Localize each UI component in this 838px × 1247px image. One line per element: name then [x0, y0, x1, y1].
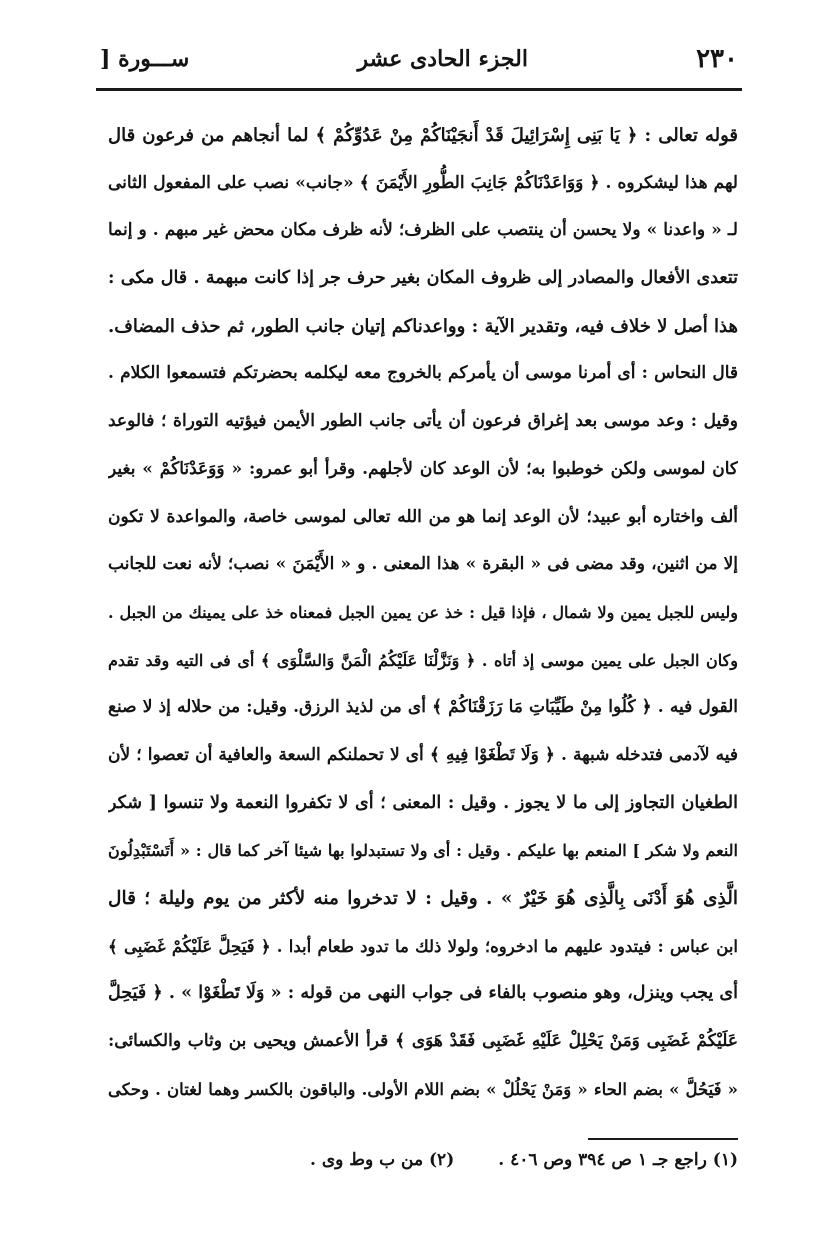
text-line: هذا أصل لا خلاف فيه، وتقدير الآية : وواعدناكم إتيان جانب الطور، ثم حذف المضاف.	[108, 315, 738, 337]
footnote-rule	[588, 1138, 738, 1140]
footnote: (٢) من ب وط وى .	[309, 1150, 455, 1170]
header-rule	[96, 88, 742, 91]
text-line: إلا من اثنين، وقد مضى فى « البقرة » هذا المعنى . و « الأَيْمَنَ » نصب؛ لأنه نعت للجانب	[108, 554, 738, 575]
text-line: كان لموسى ولكن خوطبوا به؛ لأن الوعد كان لأجلهم. وقرأ أبو عمرو: « وَوَعَدْنَاكُمْ » بغير	[108, 458, 738, 479]
text-line: فيه لآدمى فتدخله شبهة . ﴿ وَلَا تَطْغَوْا فِيهِ ﴾ أى لا تحملنكم السعة والعافية أن تعصوا ؛ لأن	[108, 744, 738, 765]
text-line: وليس للجبل يمين ولا شمال ، فإذا قيل : خذ عن يمين الجبل فمعناه خذ على يمينك من الجبل .	[108, 602, 738, 622]
footnotes	[108, 1150, 738, 1180]
text-line: عَلَيْكُمْ غَضَبِى وَمَنْ يَحْلِلْ عَلَيْهِ غَضَبِى فَقَدْ هَوَى ﴾ قرأ الأعمش ويحيى بن وثاب والكسائى:	[108, 1031, 738, 1052]
text-line: النعم ولا شكر ] المنعم بها عليكم . وقيل : أى ولا تستبدلوا بها شيئا آخر كما قال : « أَتَسْتَبْدِلُونَ	[108, 841, 738, 861]
text-line: ابن عباس : فيتدود عليهم ما ادخروه؛ ولولا ذلك ما تدود طعام أبدا . ﴿ فَيَحِلَّ عَلَيْكُمْ غَضَبِى ﴾	[108, 936, 738, 956]
body-text	[108, 112, 738, 1113]
text-line: لـ « واعدنا » ولا يحسن أن ينتصب على الظرف؛ لأنه ظرف مكان محض غير مبهم . و إنما	[108, 220, 738, 241]
text-line: الطغيان التجاوز إلى ما لا يجوز . وقيل : المعنى ؛ أى لا تكفروا النعمة ولا تنسوا [ شكر	[108, 792, 738, 813]
text-line: وقيل : وعد موسى بعد إغراق فرعون أن يأتى جانب الطور الأيمن فيؤتيه التوراة ؛ فالوعد	[108, 411, 738, 432]
text-line: الَّذِى هُوَ أَدْنَى بِالَّذِى هُوَ خَيْرٌ » . وقيل : لا تدخروا منه لأكثر من يوم وليلة ؛ قال	[108, 888, 738, 909]
text-line: تتعدى الأفعال والمصادر إلى ظروف المكان بغير حرف جر إذا كانت مبهمة . قال مكى :	[108, 268, 738, 289]
text-line: قوله تعالى : ﴿ يَا بَنِى إِسْرَائِيلَ قَدْ أَنجَيْنَاكُمْ مِنْ عَدُوِّكُمْ ﴾ لما أنجاهم من فرعون قال	[108, 125, 738, 146]
surah-title: ســـورة [	[100, 46, 190, 72]
page-header	[100, 34, 738, 84]
text-line: قال النحاس : أى أمرنا موسى أن يأمركم بالخروج معه ليكلمه بحضرتكم فتسمعوا الكلام .	[108, 363, 738, 384]
text-line: وكان الجبل على يمين موسى إذ أتاه . ﴿ وَنَزَّلْنَا عَلَيْكُمُ الْمَنَّ وَالسَّلْوَى ﴾ أى فى التيه وقد تقدم	[108, 650, 738, 670]
text-line: القول فيه . ﴿ كُلُوا مِنْ طَيِّبَاتِ مَا رَزَقْنَاكُمْ ﴾ أى من لذيذ الرزق. وقيل: من حلاله إذ لا صنع	[108, 697, 738, 718]
page-number: ٢٣٠	[696, 44, 738, 74]
text-line: ألف واختاره أبو عبيد؛ لأن الوعد إنما هو من الله تعالى لموسى خاصة، والمواعدة لا تكون	[108, 506, 738, 527]
text-line: أى يجب وينزل، وهو منصوب بالفاء فى جواب النهى من قوله : « وَلَا تَطْغَوْا » . ﴿ فَيَحِلَّ	[108, 983, 738, 1004]
running-title: الجزء الحادى عشر	[357, 46, 528, 72]
footnote: (١) راجع جـ ١ ص ٣٩٤ وص ٤٠٦ .	[498, 1150, 738, 1170]
text-line: « فَيَحُلَّ » بضم الحاء « وَمَنْ يَحْلُلْ » بضم اللام الأولى. والباقون بالكسر وهما لغتان . وحكى	[108, 1079, 738, 1099]
text-line: لهم هذا ليشكروه . ﴿ وَوَاعَدْنَاكُمْ جَانِبَ الطُّورِ الأَيْمَنَ ﴾ «جانب» نصب على المفعول الثانى	[108, 172, 738, 193]
